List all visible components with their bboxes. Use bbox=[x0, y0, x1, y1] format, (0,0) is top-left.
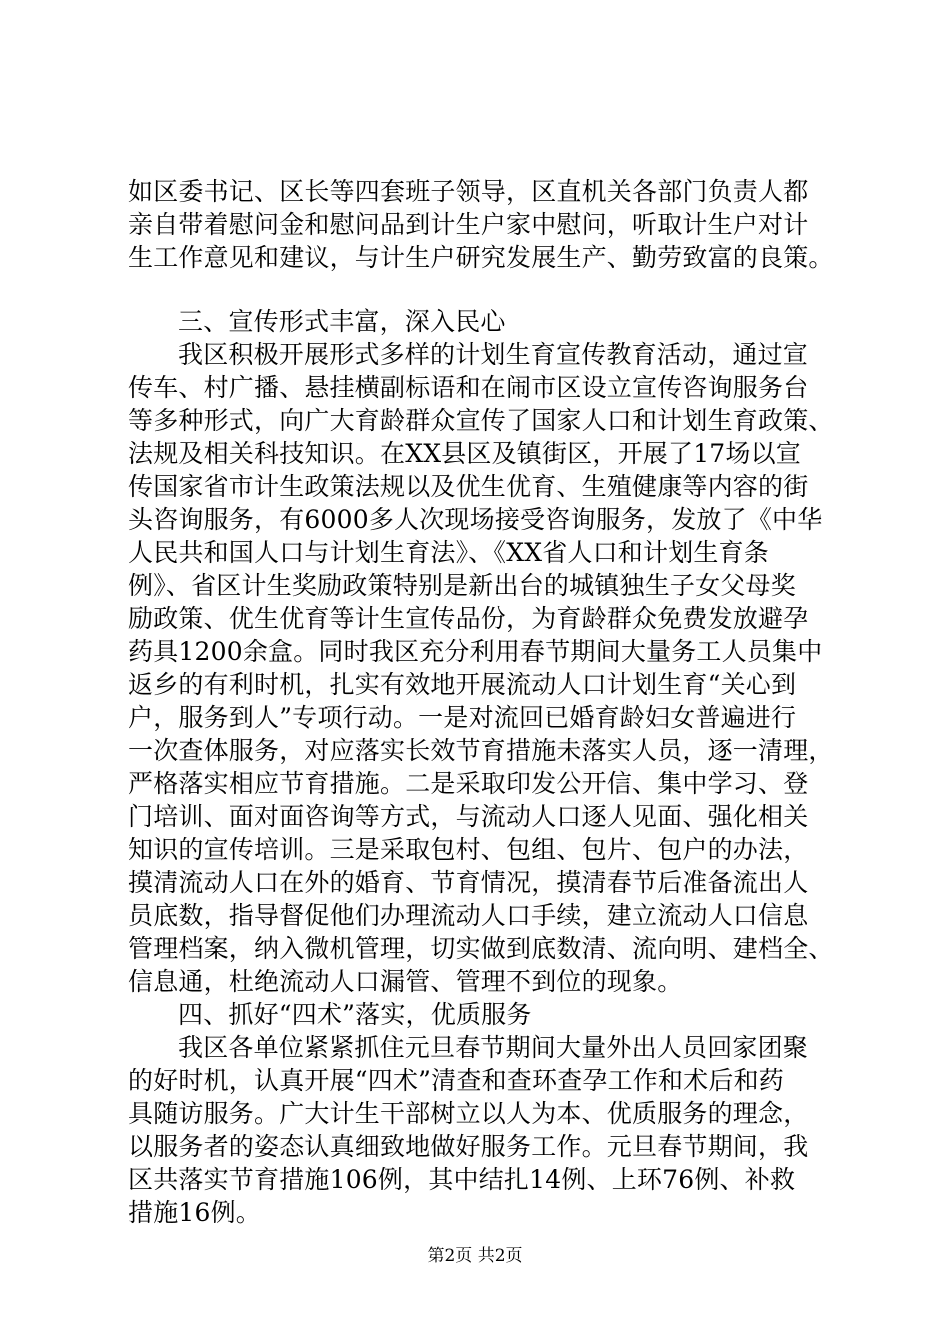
paragraph-line: 我区各单位紧紧抓住元旦春节期间大量外出人员回家团聚 bbox=[178, 1033, 809, 1062]
paragraph-line: 门培训、面对面咨询等方式，与流动人口逐人见面、强化相关 bbox=[128, 802, 809, 831]
paragraph-line: 例》、省区计生奖励政策特别是新出台的城镇独生子女父母奖 bbox=[128, 571, 796, 600]
paragraph-line: 药具1200余盒。同时我区充分利用春节期间大量务工人员集中 bbox=[128, 637, 823, 666]
paragraph-line: 一次查体服务，对应落实长效节育措施未落实人员，逐一清理， bbox=[128, 736, 834, 765]
page-footer: 第2页 共2页 bbox=[427, 1246, 523, 1266]
paragraph-line: 传车、村广播、悬挂横副标语和在闹市区设立宣传咨询服务台 bbox=[128, 373, 809, 402]
paragraph-line: 励政策、优生优育等计生宣传品份，为育龄群众免费发放避孕 bbox=[128, 604, 809, 633]
paragraph-line: 信息通，杜绝流动人口漏管、管理不到位的现象。 bbox=[128, 967, 683, 996]
paragraph-line: 等多种形式，向广大育龄群众宣传了国家人口和计划生育政策、 bbox=[128, 406, 834, 435]
paragraph-line: 如区委书记、区长等四套班子领导，区直机关各部门负责人都 bbox=[128, 177, 809, 206]
section-heading-3: 三、宣传形式丰富，深入民心 bbox=[178, 307, 506, 336]
paragraph-line: 具随访服务。广大计生干部树立以人为本、优质服务的理念， bbox=[128, 1099, 809, 1128]
paragraph-line: 员底数，指导督促他们办理流动人口手续，建立流动人口信息 bbox=[128, 901, 809, 930]
paragraph-line: 的好时机，认真开展“四术”清查和查环查孕工作和术后和药 bbox=[128, 1066, 784, 1095]
paragraph-line: 法规及相关科技知识。在XX县区及镇街区，开展了17场以宣 bbox=[128, 439, 802, 468]
paragraph-line: 管理档案，纳入微机管理，切实做到底数清、流向明、建档全、 bbox=[128, 934, 834, 963]
paragraph-line: 传国家省市计生政策法规以及优生优育、生殖健康等内容的街 bbox=[128, 472, 809, 501]
paragraph-line: 以服务者的姿态认真细致地做好服务工作。元旦春节期间，我 bbox=[128, 1132, 809, 1161]
paragraph-line: 严格落实相应节育措施。二是采取印发公开信、集中学习、登 bbox=[128, 769, 809, 798]
paragraph-line: 我区积极开展形式多样的计划生育宣传教育活动，通过宣 bbox=[178, 340, 809, 369]
paragraph-line: 摸清流动人口在外的婚育、节育情况，摸清春节后准备流出人 bbox=[128, 868, 809, 897]
paragraph-line: 区共落实节育措施106例，其中结扎14例、上环76例、补救 bbox=[128, 1165, 796, 1194]
paragraph-line: 亲自带着慰问金和慰问品到计生户家中慰问，听取计生户对计 bbox=[128, 210, 809, 239]
paragraph-line: 生工作意见和建议，与计生户研究发展生产、勤劳致富的良策。 bbox=[128, 243, 834, 272]
paragraph-line: 知识的宣传培训。三是采取包村、包组、包片、包户的办法， bbox=[128, 835, 809, 864]
paragraph-line: 措施16例。 bbox=[128, 1198, 262, 1227]
paragraph-line: 户，服务到人”专项行动。一是对流回已婚育龄妇女普遍进行 bbox=[128, 703, 797, 732]
paragraph-line: 人民共和国人口与计划生育法》、《XX省人口和计划生育条 bbox=[128, 538, 769, 567]
paragraph-line: 返乡的有利时机，扎实有效地开展流动人口计划生育“关心到 bbox=[128, 670, 797, 699]
paragraph-line: 头咨询服务，有6000多人次现场接受咨询服务，发放了《中华 bbox=[128, 505, 823, 534]
section-heading-4: 四、抓好“四术”落实，优质服务 bbox=[178, 1000, 532, 1029]
